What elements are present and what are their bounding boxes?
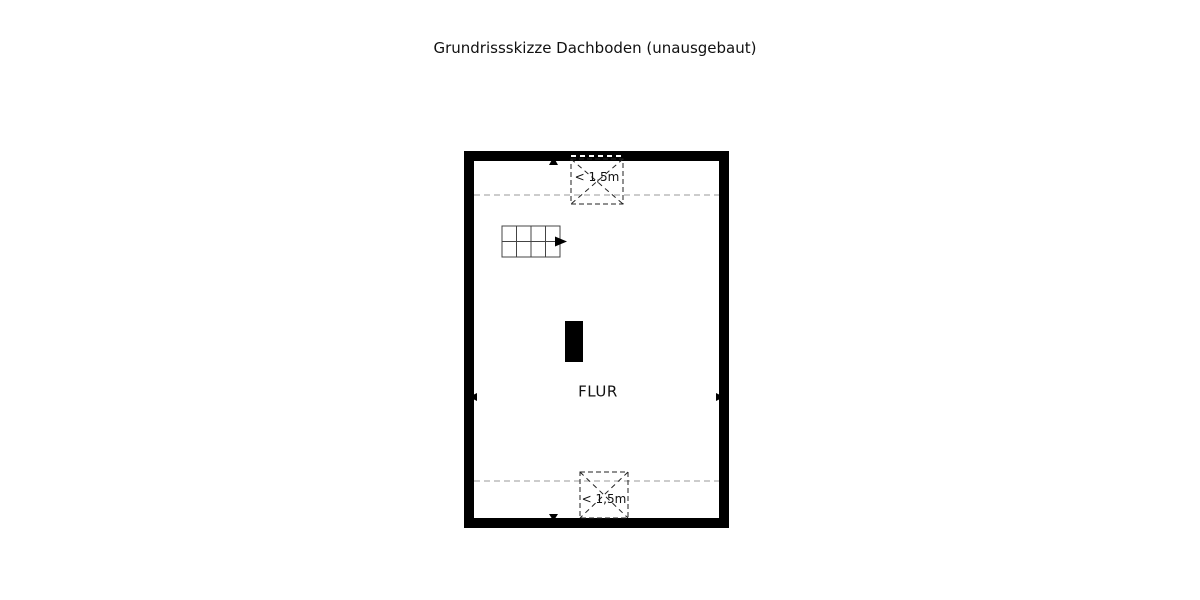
stairs-icon <box>502 226 567 257</box>
page-title: Grundrissskizze Dachboden (unausgebaut) <box>433 39 757 57</box>
chimney <box>565 321 583 362</box>
stairs-direction-arrow-icon <box>555 237 567 247</box>
floorplan-drawing <box>474 161 719 518</box>
wall-marker-arrow-left-icon <box>469 393 477 401</box>
height-zone-label-bottom: < 1,5m <box>581 492 627 506</box>
room-label: FLUR <box>578 382 618 401</box>
wall-marker-arrow-up-icon <box>549 157 558 165</box>
wall-marker-arrow-down-icon <box>549 514 558 521</box>
height-zone-label-top: < 1,5m <box>574 170 620 184</box>
wall-marker-arrow-right-icon <box>716 393 724 401</box>
floorplan <box>464 151 729 528</box>
